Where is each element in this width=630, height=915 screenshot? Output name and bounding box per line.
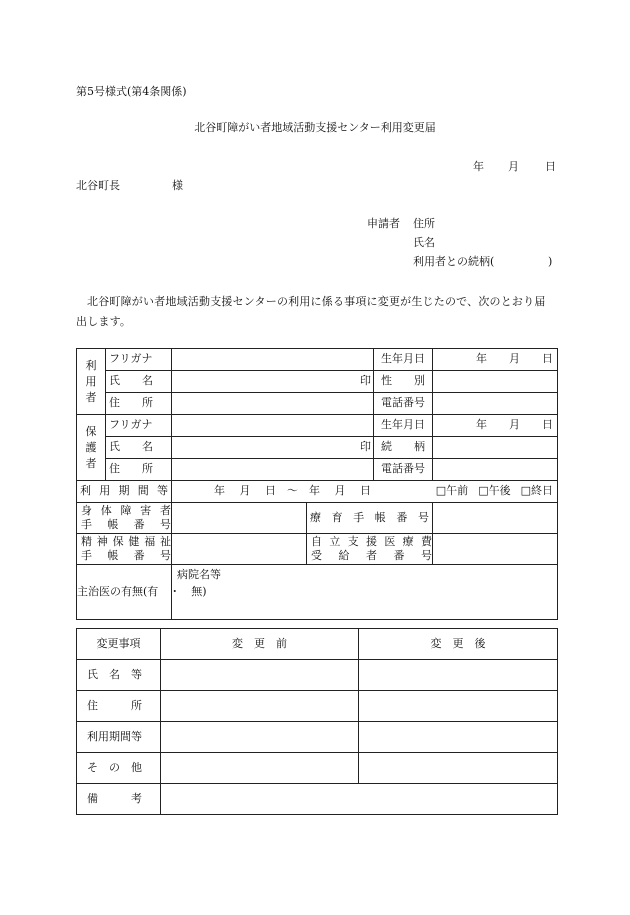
applicant-address-label: 住所 <box>413 217 435 230</box>
mental-cert-field[interactable] <box>172 534 307 565</box>
address-before-field[interactable] <box>161 691 359 722</box>
guardian-relation-label: 続 柄 <box>374 437 433 459</box>
guardian-furigana-field[interactable] <box>172 415 374 437</box>
user-furigana-field[interactable] <box>172 349 374 371</box>
support-cert-field[interactable] <box>433 534 558 565</box>
change-details-table <box>76 628 558 815</box>
applicant-label: 申請者 <box>367 217 400 230</box>
other-before-field[interactable] <box>161 753 359 784</box>
guardian-furigana-label: フリガナ <box>106 415 172 437</box>
user-address-label: 住 所 <box>106 393 172 415</box>
usage-period-label: 利用期間等 <box>77 481 172 503</box>
usage-period-dates: 年 月 日 ～ 年 月 日 <box>214 484 371 498</box>
guardian-group-label: 保護者 <box>77 415 106 481</box>
user-birthdate-label: 生年月日 <box>374 349 433 371</box>
mental-cert-label: 精神保健福祉 手帳番号 <box>77 534 172 565</box>
other-after-field[interactable] <box>359 753 558 784</box>
user-phone-label: 電話番号 <box>374 393 433 415</box>
guardian-address-label: 住 所 <box>106 459 172 481</box>
user-group-label: 利用者 <box>77 349 106 415</box>
row-name-label: 氏 名 等 <box>77 660 161 691</box>
all-day-checkbox[interactable]: □終日 <box>520 484 553 498</box>
user-name-field[interactable] <box>172 371 374 393</box>
applicant-relation-label: 利用者との続柄( <box>413 255 495 268</box>
morning-checkbox[interactable]: □午前 <box>435 484 469 498</box>
hospital-field[interactable] <box>172 565 558 620</box>
rehab-cert-field[interactable] <box>433 503 558 534</box>
date-day-label: 日 <box>545 160 556 173</box>
user-sex-field[interactable] <box>433 371 558 393</box>
guardian-birthdate-field[interactable]: 年 月 日 <box>433 415 558 437</box>
name-before-field[interactable] <box>161 660 359 691</box>
guardian-phone-label: 電話番号 <box>374 459 433 481</box>
user-furigana-label: フリガナ <box>106 349 172 371</box>
name-after-field[interactable] <box>359 660 558 691</box>
user-seal-mark: 印 <box>360 374 371 388</box>
guardian-phone-field[interactable] <box>433 459 558 481</box>
hospital-label: 病院名等 <box>177 568 221 581</box>
applicant-name-label: 氏名 <box>413 236 435 249</box>
guardian-address-field[interactable] <box>172 459 374 481</box>
user-name-label: 氏 名 <box>106 371 172 393</box>
usage-period-field[interactable] <box>172 481 558 503</box>
form-number: 第5号様式(第4条関係) <box>76 85 187 98</box>
row-usage-period-label: 利用期間等 <box>77 722 161 753</box>
remarks-field[interactable] <box>161 784 558 815</box>
user-sex-label: 性 別 <box>374 371 433 393</box>
guardian-seal-mark: 印 <box>360 440 371 454</box>
body-text: 北谷町障がい者地域活動支援センターの利用に係る事項に変更が生じたので、次のとおり届出します。 <box>76 295 546 328</box>
row-other-label: そ の 他 <box>77 753 161 784</box>
guardian-birthdate-label: 生年月日 <box>374 415 433 437</box>
usage-after-field[interactable] <box>359 722 558 753</box>
attending-doctor-label: 主治医の有無(有 ・ 無) <box>77 565 172 620</box>
col-before: 変 更 前 <box>161 629 359 660</box>
physical-cert-label: 身体障害者 手帳番号 <box>77 503 172 534</box>
document-title: 北谷町障がい者地域活動支援センター利用変更届 <box>194 121 436 134</box>
relation-close-paren: ) <box>548 255 553 268</box>
guardian-relation-field[interactable] <box>433 437 558 459</box>
user-address-field[interactable] <box>172 393 374 415</box>
col-change-item: 変更事項 <box>77 629 161 660</box>
col-after: 変 更 後 <box>359 629 558 660</box>
application-form-table <box>76 348 558 620</box>
date-month-label: 月 <box>508 160 519 173</box>
usage-before-field[interactable] <box>161 722 359 753</box>
guardian-name-field[interactable] <box>172 437 374 459</box>
afternoon-checkbox[interactable]: □午後 <box>478 484 511 498</box>
user-birthdate-field[interactable]: 年 月 日 <box>433 349 558 371</box>
user-phone-field[interactable] <box>433 393 558 415</box>
physical-cert-field[interactable] <box>172 503 307 534</box>
row-remarks-label: 備 考 <box>77 784 161 815</box>
date-year-label: 年 <box>473 160 484 173</box>
honorific: 様 <box>172 179 183 192</box>
address-after-field[interactable] <box>359 691 558 722</box>
addressee: 北谷町長 <box>76 179 120 192</box>
support-cert-label: 自立支援医療費 受給者番号 <box>307 534 433 565</box>
row-address-label: 住 所 <box>77 691 161 722</box>
guardian-name-label: 氏 名 <box>106 437 172 459</box>
rehab-cert-label: 療育手帳番号 <box>307 503 433 534</box>
